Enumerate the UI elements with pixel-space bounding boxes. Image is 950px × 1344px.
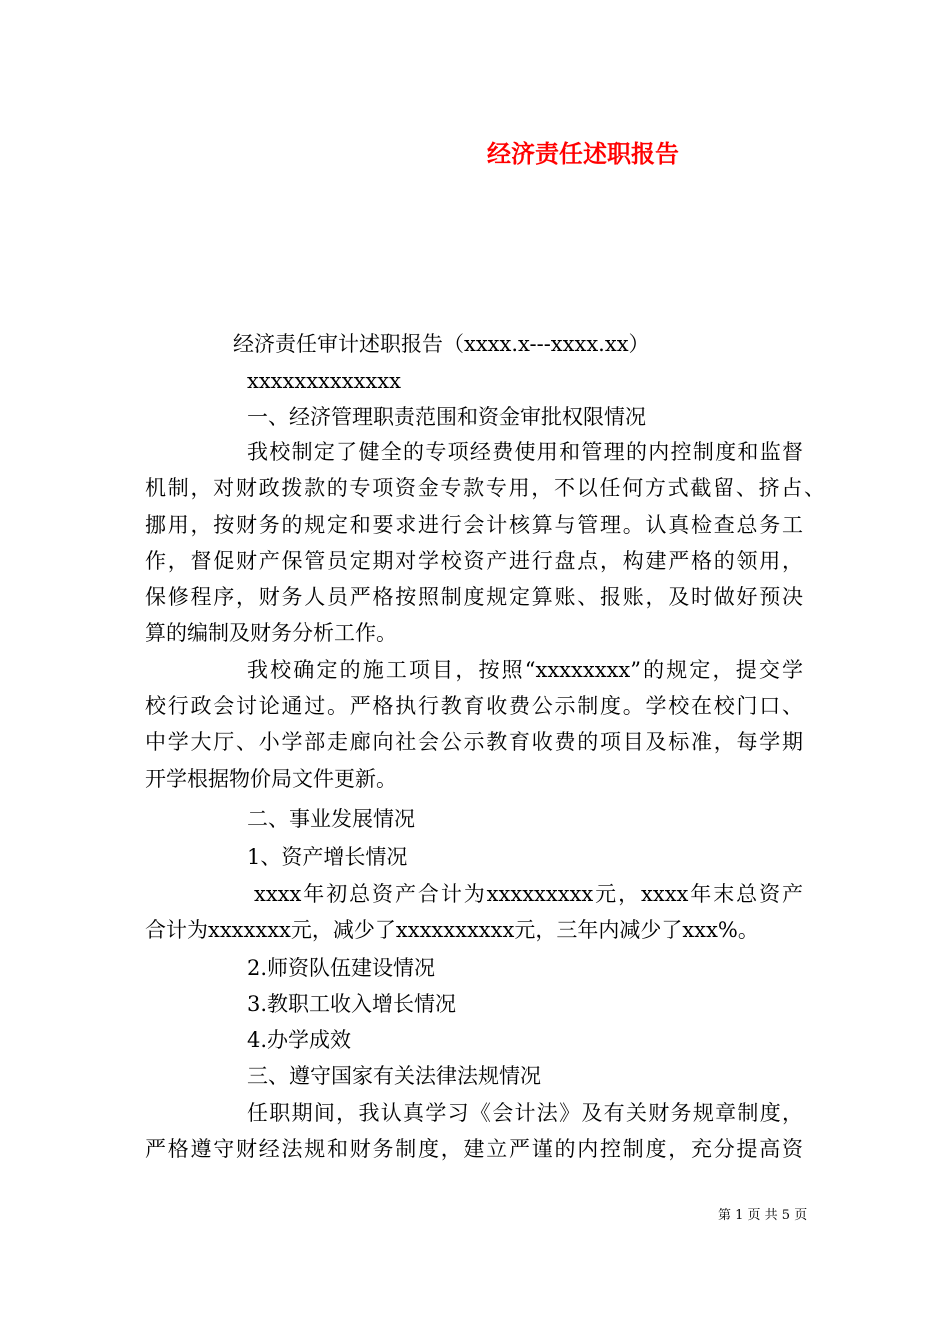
document-title: 经济责任述职报告 <box>487 139 679 168</box>
subheading: 2.师资队伍建设情况 <box>247 956 436 980</box>
paragraph-line: 合计为xxxxxxx元，减少了xxxxxxxxxx元，三年内减少了xxx%。 <box>145 918 759 942</box>
subheading: 4.办学成效 <box>247 1028 352 1052</box>
paragraph-line: 开学根据物价局文件更新。 <box>145 767 397 791</box>
report-subtitle: 经济责任审计述职报告（xxxx.x---xxxx.xx） <box>233 332 650 356</box>
paragraph-line: 校行政会讨论通过。严格执行教育收费公示制度。学校在校门口、 <box>145 694 803 718</box>
paragraph-line: 挪用，按财务的规定和要求进行会计核算与管理。认真检查总务工 <box>145 513 803 537</box>
paragraph-line: 我校制定了健全的专项经费使用和管理的内控制度和监督 <box>247 440 803 464</box>
section-heading-3: 三、遵守国家有关法律法规情况 <box>247 1064 541 1088</box>
subheading: 3.教职工收入增长情况 <box>247 992 457 1016</box>
paragraph-line: 我校确定的施工项目，按照“xxxxxxxx”的规定，提交学 <box>247 658 803 682</box>
paragraph-line: 保修程序，财务人员严格按照制度规定算账、报账，及时做好预决 <box>145 585 803 609</box>
paragraph-line: 作，督促财产保管员定期对学校资产进行盘点，构建严格的领用， <box>145 549 803 573</box>
paragraph-line: 机制，对财政拨款的专项资金专款专用，不以任何方式截留、挤占、 <box>145 476 825 500</box>
paragraph-line: xxxx年初总资产合计为xxxxxxxxx元，xxxx年末总资产 <box>254 882 803 906</box>
author-placeholder: xxxxxxxxxxxxx <box>247 369 401 393</box>
paragraph-line: 中学大厅、小学部走廊向社会公示教育收费的项目及标准，每学期 <box>145 730 803 754</box>
subheading: 1、资产增长情况 <box>247 845 408 869</box>
paragraph-line: 严格遵守财经法规和财务制度，建立严谨的内控制度，充分提高资 <box>145 1137 803 1161</box>
page-number-footer: 第 1 页 共 5 页 <box>718 1208 808 1223</box>
paragraph-line: 算的编制及财务分析工作。 <box>145 621 397 645</box>
paragraph-line: 任职期间，我认真学习《会计法》及有关财务规章制度， <box>247 1101 803 1125</box>
section-heading-1: 一、经济管理职责范围和资金审批权限情况 <box>247 405 646 429</box>
section-heading-2: 二、事业发展情况 <box>247 807 415 831</box>
